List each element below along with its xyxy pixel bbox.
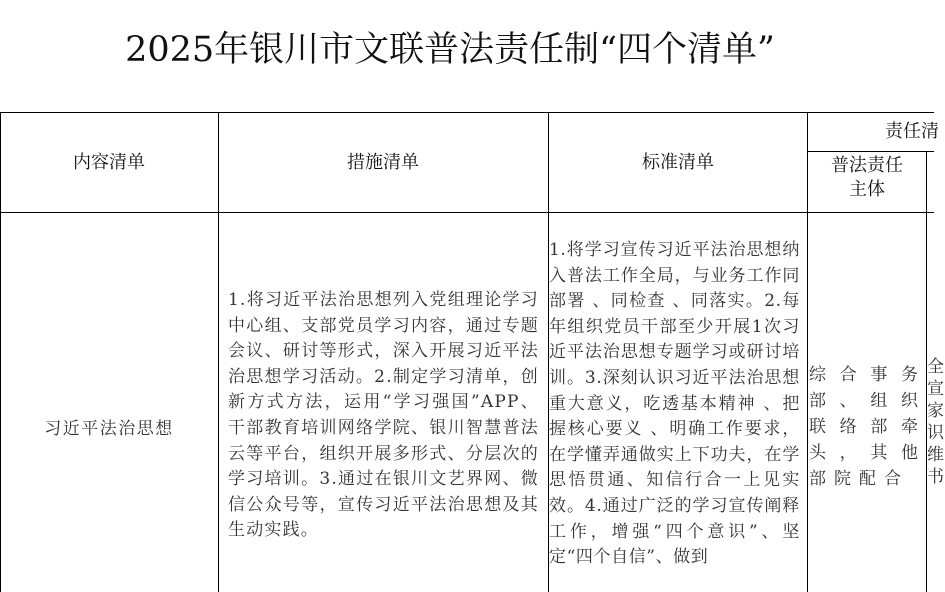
header-content-list: 内容清单 <box>73 152 145 173</box>
cell-content-item: 习近平法治思想 <box>44 419 174 439</box>
header-subject: 普法责任 主体 <box>831 155 903 200</box>
cell-partial-next-column: 全 宣 家 识 维 书 <box>927 357 945 487</box>
cell-measures: 1.将习近平法治思想列入党组理论学习中心组、支部党员学习内容，通过专题会议、研讨等形式，深入开展习近平法治思想学习活动。2.制定学习清单，创新方式方法，运用“学习强国”APP、干部教育培训网络学院、银川智慧普法云等平台，组织开展多形式、分层次的学习培训。3.通过在银川文艺界网、微信公众号等，宣传习近平法治思想及其生动实践。 <box>228 290 539 541</box>
table-header-bottom-border <box>0 212 934 213</box>
cell-subject: 综合事务部、组织联络部牵头，其他部院配合 <box>809 365 926 489</box>
document-title: 2025年银川市文联普法责任制“四个清单” <box>125 30 775 70</box>
cell-standard: 1.将学习宣传习近平法治思想纳入普法工作全局，与业务工作同部署 、同检查 、同落实。2.每年组织党员干部至少开展1次习近平法治思想专题学习或研讨培训。3.深刻认识习近平法治思想重大意义，吃透基本精神 、把握核心要义 、明确工作要求，在学懂弄通做实上下功夫，在学思悟贯通、知信行合一上见实效。4.通过广泛的学习宣传阐释工作，增强“四个意识”、坚定“四个自信”、做到 <box>549 240 800 568</box>
header-standard-list: 标准清单 <box>642 152 714 173</box>
table-top-border <box>0 112 934 113</box>
header-measures-list: 措施清单 <box>347 152 419 173</box>
table-subheader-border <box>808 151 934 152</box>
column-divider-1 <box>218 112 219 592</box>
table-left-border <box>0 112 1 592</box>
header-responsibility-group: 责任清 <box>885 121 939 142</box>
